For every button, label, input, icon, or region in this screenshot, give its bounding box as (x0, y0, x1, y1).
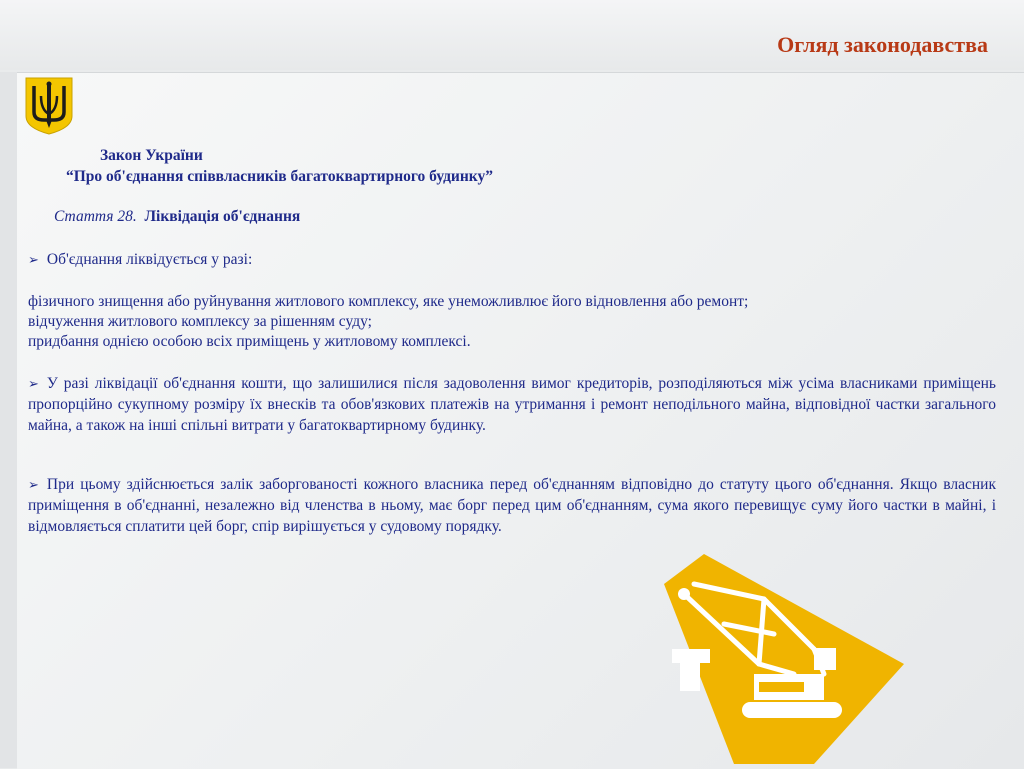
bullet-arrow-icon: ➢ (28, 376, 39, 391)
paragraph-debt-offset (28, 474, 996, 537)
paragraph-distribution (28, 373, 996, 436)
bullet-arrow-icon: ➢ (28, 252, 39, 267)
reason-1: фізичного знищення або руйнування житлового комплексу, яке унеможливлює його відновлення або ремонт; (28, 293, 749, 310)
article-heading (54, 208, 300, 226)
bullet-item-1 (28, 249, 996, 270)
bullet-text: Об'єднання ліквідується у разі: (46, 251, 253, 268)
law-title-line1: Закон України (100, 147, 203, 164)
reason-3: придбання однією особою всіх приміщень у житловому комплексі. (28, 333, 471, 350)
law-title-line2: “Про об'єднання співвласників багатоквартирного будинку” (66, 168, 494, 185)
slide-title: Огляд законодавства (777, 32, 988, 57)
article-number: Стаття 28. (54, 208, 137, 225)
article-title: Ліквідація об'єднання (144, 208, 301, 225)
trident-coat-of-arms-icon (24, 76, 74, 136)
left-margin-strip (0, 72, 17, 768)
reason-2: відчуження житлового комплексу за рішенням суду; (28, 313, 372, 330)
paragraph-2-text: У разі ліквідації об'єднання кошти, що залишилися після задоволення вимог кредиторів, розподіляються між усіма власниками приміщень пропорційно сукупному розміру їх внесків та обов'язкових платежів на утримання і ремонт неподільного майна, відповідної частки загального майна, а також на інші спільні витрати у багатоквартирному будинку. (28, 375, 996, 434)
excavator-crane-icon (664, 554, 904, 764)
bullet-arrow-icon: ➢ (28, 477, 39, 492)
paragraph-3-text: При цьому здійснюється залік заборгованості кожного власника перед об'єднанням відповідно до статуту цього об'єднання. Якщо власник приміщення в об'єднанні, незалежно від членства в ньому, має борг перед цим об'єднанням, сума якого перевищує суму його частки в майні, і відмовляється сплатити цей борг, спір вирішується у судовому порядку. (28, 476, 996, 535)
